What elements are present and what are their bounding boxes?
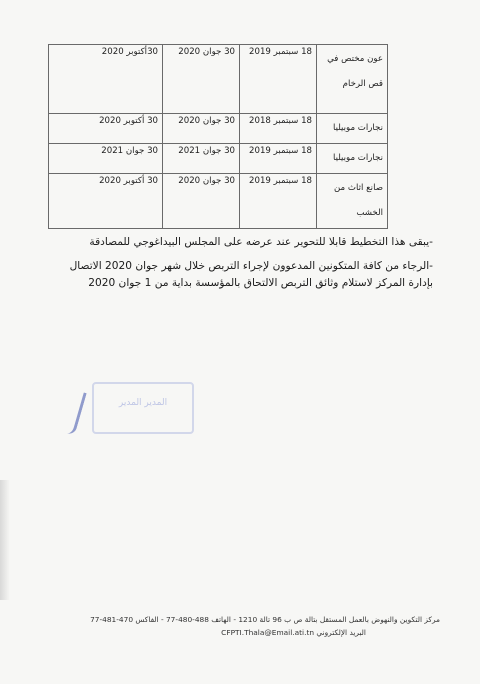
exam-date-cell [49, 144, 163, 174]
specialty-line1: صانع اثاث من [334, 183, 383, 193]
exam-date: 30 أكتوبر 2020 [99, 116, 158, 126]
specialty-line2: الخشب [356, 208, 383, 218]
exam-date: 30 جوان 2021 [101, 146, 158, 156]
exam-date-cell [49, 114, 163, 144]
training-schedule-table [48, 44, 388, 229]
start-date: 18 سبتمبر 2019 [249, 47, 312, 57]
specialty-line1: نجارات موبيليا [332, 153, 383, 163]
note-line: بإدارة المركز لاستلام وثائق التربص الالتحاق بالمؤسسة بداية من 1 جوان 2020 [88, 277, 433, 289]
specialty-cell [317, 45, 388, 114]
table-row [49, 114, 388, 144]
specialty-line1: نجارات موبيليا [332, 123, 383, 133]
start-date-cell [240, 174, 317, 229]
table-row [49, 45, 388, 114]
start-date-cell [240, 45, 317, 114]
specialty-cell [317, 114, 388, 144]
start-date-cell [240, 144, 317, 174]
start-date: 18 سبتمبر 2019 [249, 146, 312, 156]
table-row [49, 174, 388, 229]
stamp-frame [92, 382, 194, 434]
page-footer [20, 613, 440, 639]
table-row [49, 144, 388, 174]
stamp-text: المدير المدير [118, 398, 168, 408]
footer-email: البريد الإلكتروني CFPTI.Thala@Email.ati.tn [221, 628, 366, 637]
specialty-cell [317, 144, 388, 174]
end-date-cell [163, 114, 240, 144]
notes-section [53, 234, 433, 292]
exam-date: 30 أكتوبر 2020 [99, 176, 158, 186]
start-date: 18 سبتمبر 2018 [249, 116, 312, 126]
scan-shadow [0, 480, 10, 600]
specialty-cell [317, 174, 388, 229]
specialty-line2: قص الرخام [342, 79, 383, 89]
official-stamp [44, 372, 194, 442]
footer-address: مركز التكوين والنهوض بالعمل المستقل بتالة ص ب 96 تالة 1210 - الهاتف 488-480-77 - الفاكس 470-481-77 [90, 615, 440, 624]
note-line: -يبقى هذا التخطيط قابلا للتحوير عند عرضه على المجلس البيداغوجي للمصادقة [89, 236, 433, 248]
signature-mark [58, 389, 86, 436]
end-date: 30 جوان 2020 [178, 176, 235, 186]
exam-date-cell [49, 45, 163, 114]
end-date: 30 جوان 2020 [178, 47, 235, 57]
specialty-line1: عون مختص في [327, 54, 383, 64]
end-date: 30 جوان 2021 [178, 146, 235, 156]
end-date: 30 جوان 2020 [178, 116, 235, 126]
end-date-cell [163, 45, 240, 114]
exam-date-cell [49, 174, 163, 229]
start-date-cell [240, 114, 317, 144]
exam-date: 30أكتوبر 2020 [101, 47, 158, 57]
start-date: 18 سبتمبر 2019 [249, 176, 312, 186]
end-date-cell [163, 174, 240, 229]
note-line: -الرجاء من كافة المتكونين المدعوون لإجراء التربص خلال شهر جوان 2020 الاتصال [69, 260, 433, 272]
end-date-cell [163, 144, 240, 174]
